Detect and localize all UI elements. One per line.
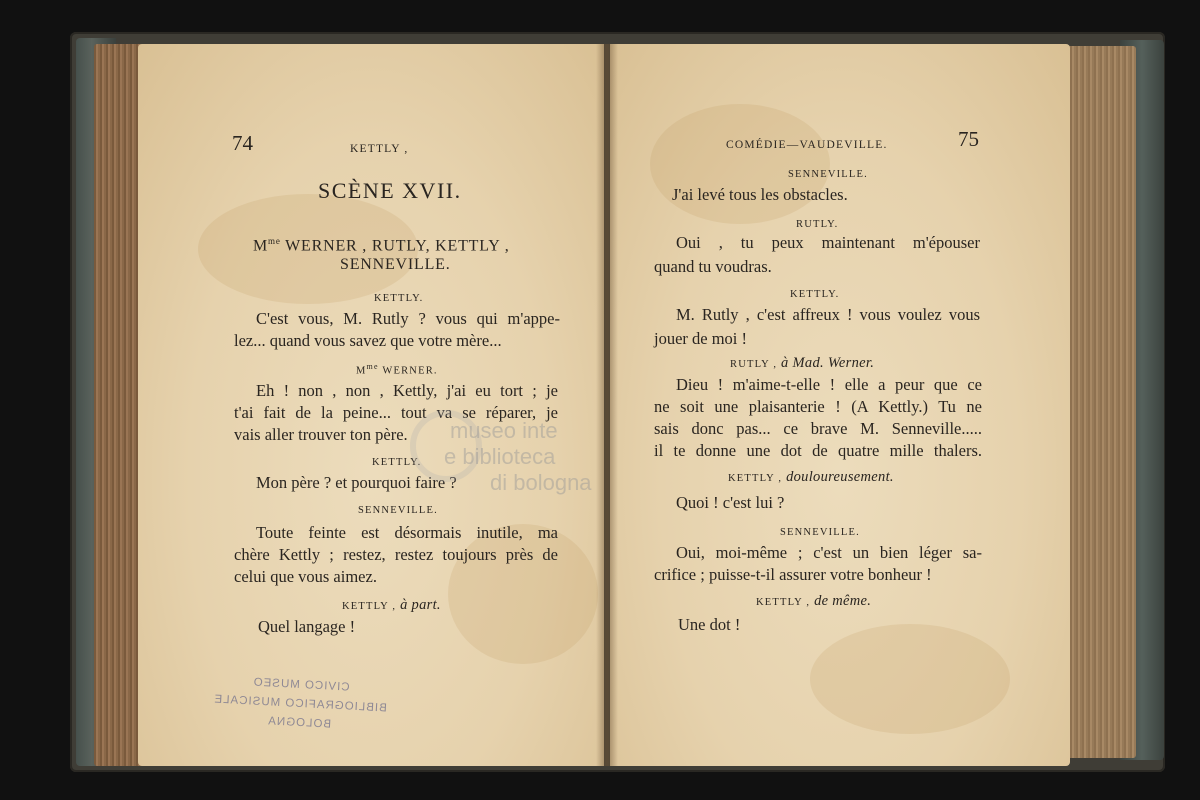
right-page [610,44,1070,766]
dialogue-line: il te donne une dot de quatre mille thalers. [654,441,982,460]
dialogue-line: Toute feinte est désormais inutile, ma [256,523,558,542]
dialogue-line: Oui , tu peux maintenant m'épouser [676,233,980,252]
dialogue-line: M. Rutly , c'est affreux ! vous voulez vous [676,305,980,324]
dialogue-line: sais donc pas... ce brave M. Senneville..... [654,419,982,438]
right-page-edges [1064,46,1136,758]
running-head: KETTLY , [350,143,409,155]
speaker-name: KETTLY. [374,293,424,304]
dialogue-line: ne soit une plaisanterie ! (A Kettly.) Tu ne [654,397,982,416]
page-number: 74 [232,131,253,155]
speaker-name: SENNEVILLE. [788,169,868,180]
dialogue-line: J'ai levé tous les obstacles. [672,185,848,204]
running-head: COMÉDIE—VAUDEVILLE. [726,139,888,151]
speaker-with-direction: KETTLY , à part. [342,597,441,613]
book-gutter [596,44,618,766]
dialogue-line: vais aller trouver ton père. [234,425,408,444]
stain [810,624,1010,734]
dialogue-line: Quel langage ! [258,617,356,636]
dialogue-line: chère Kettly ; restez, restez toujours près de [234,545,558,564]
dialogue-line: lez... quand vous savez que votre mère... [234,331,502,350]
dialogue-line: crifice ; puisse-t-il assurer votre bonheur ! [654,565,932,584]
dialogue-line: jouer de moi ! [654,329,748,348]
dialogue-line: t'ai fait de la peine... tout va se réparer, je [234,403,558,422]
dialogue-line: C'est vous, M. Rutly ? vous qui m'appe- [256,309,560,328]
scene-title: SCÈNE XVII. [318,178,462,203]
characters-line-2: SENNEVILLE. [340,256,451,273]
speaker-with-direction: KETTLY , de même. [756,593,872,609]
dialogue-line: Mon père ? et pourquoi faire ? [256,473,457,492]
dialogue-line: Dieu ! m'aime-t-elle ! elle a peur que ce [676,375,982,394]
speaker-with-direction: RUTLY , à Mad. Werner. [730,355,875,371]
page-number: 75 [958,127,979,151]
speaker-name: SENNEVILLE. [780,527,860,538]
speaker-name: KETTLY. [790,289,840,300]
dialogue-line: Quoi ! c'est lui ? [676,493,785,512]
characters-line-1: $M^{me}$ WERNER , RUTLY, KETTLY , [253,236,510,255]
speaker-name: RUTLY. [796,219,839,230]
library-stamp: CIVICO MUSEO BIBLIOGRAFICO MUSICALE BOLOGNA [213,676,388,731]
speaker-name: KETTLY. [372,457,422,468]
speaker-name: SENNEVILLE. [358,505,438,516]
speaker-with-direction: KETTLY , douloureusement. [728,469,894,485]
dialogue-line: quand tu voudras. [654,257,772,276]
left-page [138,44,604,766]
dialogue-line: Eh ! non , non , Kettly, j'ai eu tort ; je [256,381,558,400]
dialogue-line: Oui, moi-même ; c'est un bien léger sa- [676,543,982,562]
speaker-name: $M^{me}$ WERNER. [356,362,438,377]
dialogue-line: Une dot ! [678,615,741,634]
watermark: museo inte e biblioteca di bologna [444,418,592,495]
dialogue-line: celui que vous aimez. [234,567,377,586]
